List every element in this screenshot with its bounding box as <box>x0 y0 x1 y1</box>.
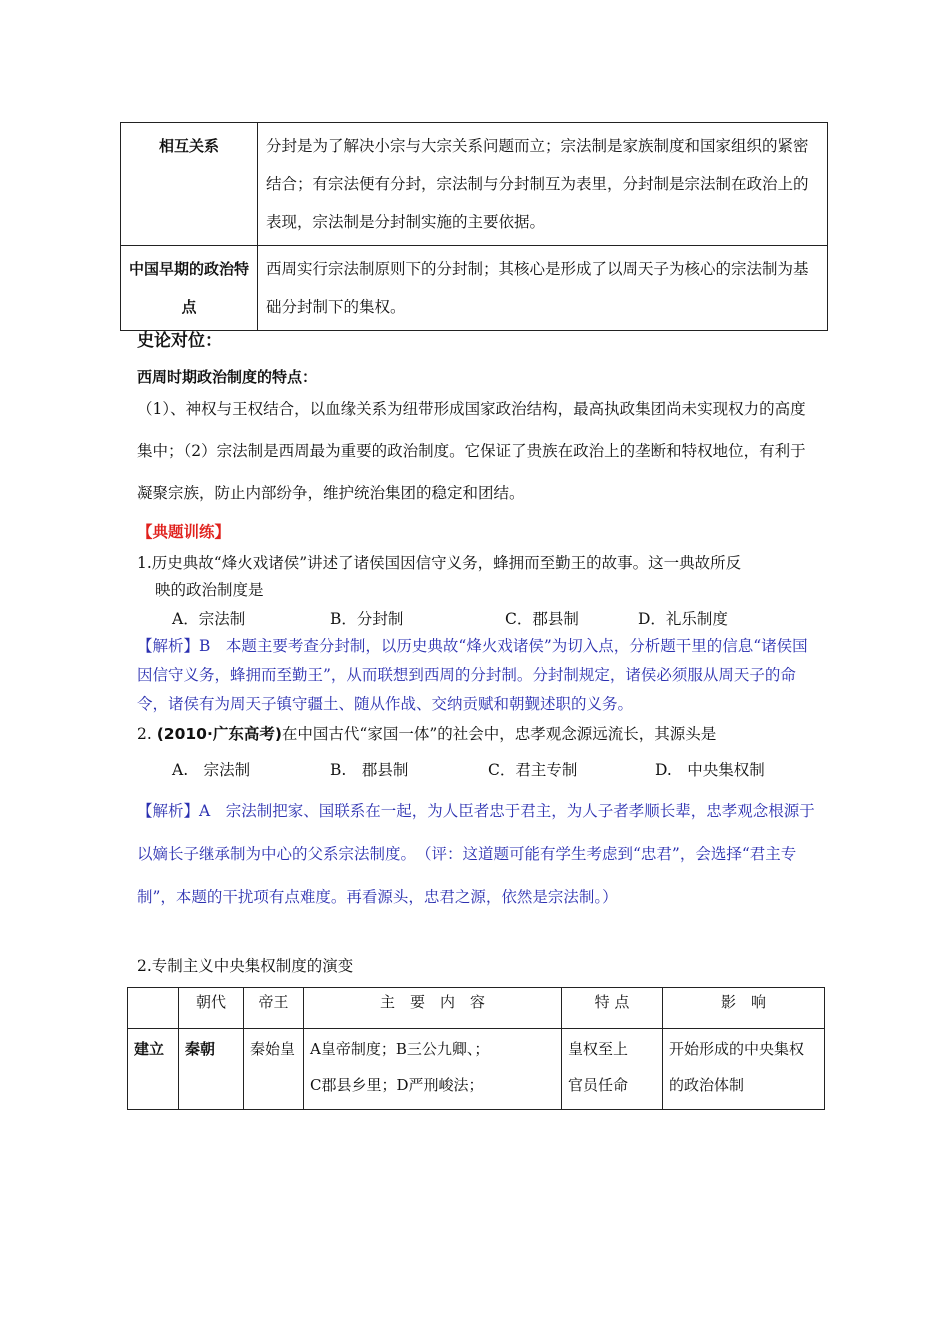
stage-cell: 建立 <box>128 1029 179 1110</box>
row-content: 分封是为了解决小宗与大宗关系问题而立；宗法制是家族制度和国家组织的紧密结合；有宗法便有分封，宗法制与分封制互为表里，分封制是宗法制在政治上的表现，宗法制是分封制实施的主要依据。 <box>258 123 828 246</box>
content-line: A皇帝制度；B三公九卿、； <box>310 1040 490 1058</box>
q2-text: 在中国古代“家国一体”的社会中，忠孝观念源远流长，其源头是 <box>281 725 717 743</box>
q2-option-d: D. 中央集权制 <box>655 761 765 779</box>
feature-cell <box>562 1029 663 1110</box>
q2-number: 2. <box>137 725 157 743</box>
table-row <box>128 1029 825 1110</box>
row-header: 相互关系 <box>121 123 258 246</box>
row-content: 西周实行宗法制原则下的分封制；其核心是形成了以周天子为核心的宗法制为基础分封制下的集权。 <box>258 246 828 331</box>
header-cell: 帝王 <box>244 988 304 1029</box>
question-1-line-2: 映的政治制度是 <box>155 581 264 599</box>
section-heading: 史论对位： <box>137 331 222 351</box>
politics-relationship-table <box>120 122 828 331</box>
q2-option-a: A. 宗法制 <box>172 761 251 779</box>
row-header: 中国早期的政治特点 <box>121 246 258 331</box>
section-paragraph: （1）、神权与王权结合，以血缘关系为纽带形成国家政治结构，最高执政集团尚未实现权力的高度集中；（2）宗法制是西周最为重要的政治制度。它保证了贵族在政治上的垄断和特权地位，有利于凝聚宗族，防止内部纷争，维护统治集团的稳定和团结。 <box>137 400 806 502</box>
header-cell: 影 响 <box>663 988 825 1029</box>
question-2 <box>137 722 716 744</box>
practice-title: 【典题训练】 <box>137 523 231 541</box>
q2-option-c: C．君主专制 <box>488 761 578 779</box>
q1-option-c: C．郡县制 <box>505 610 579 628</box>
table-row <box>121 123 828 246</box>
q1-option-b: B．分封制 <box>330 610 404 628</box>
q1-option-d: D．礼乐制度 <box>638 610 728 628</box>
question-1-line-1: 1.历史典故“烽火戏诸侯”讲述了诸侯国因信守义务，蜂拥而至勤王的故事。这一典故所反 <box>137 554 742 572</box>
table-header-row <box>128 988 825 1029</box>
section-2-title: 2.专制主义中央集权制度的演变 <box>137 957 354 975</box>
feature-line: 皇权至上 <box>568 1040 629 1058</box>
q2-option-b: B. 郡县制 <box>330 761 409 779</box>
header-cell: 主 要 内 容 <box>304 988 562 1029</box>
centralization-table <box>127 987 825 1110</box>
content-cell <box>304 1029 562 1110</box>
feature-line: 官员任命 <box>568 1076 629 1094</box>
header-cell <box>128 988 179 1029</box>
header-cell: 特 点 <box>562 988 663 1029</box>
table-row <box>121 246 828 331</box>
q1-option-a: A．宗法制 <box>172 610 246 628</box>
q2-source: (2010·广东高考) <box>156 725 282 743</box>
q2-analysis: 【解析】A 宗法制把家、国联系在一起，为人臣者忠于君主，为人子者孝顺长辈，忠孝观念根源于以嫡长子继承制为中心的父系宗法制度。 （评：这道题可能有学生考虑到“忠君”，会选择“君主专制”，本题的干扰项有点难度。再看源头，忠君之源，依然是宗法制。） <box>137 802 815 906</box>
dynasty-cell: 秦朝 <box>179 1029 244 1110</box>
q1-analysis: 【解析】B 本题主要考查分封制，以历史典故“烽火戏诸侯”为切入点，分析题干里的信息“诸侯国因信守义务，蜂拥而至勤王”，从而联想到西周的分封制。分封制规定，诸侯必须服从周天子的命令，诸侯有为周天子镇守疆土、随从作战、交纳贡赋和朝觐述职的义务。 <box>137 637 808 713</box>
content-line: C郡县乡里；D严刑峻法； <box>310 1076 484 1094</box>
section-subheading: 西周时期政治制度的特点： <box>137 368 318 386</box>
header-cell: 朝代 <box>179 988 244 1029</box>
ruler-cell: 秦始皇 <box>244 1029 304 1110</box>
impact-cell: 开始形成的中央集权的政治体制 <box>663 1029 825 1110</box>
